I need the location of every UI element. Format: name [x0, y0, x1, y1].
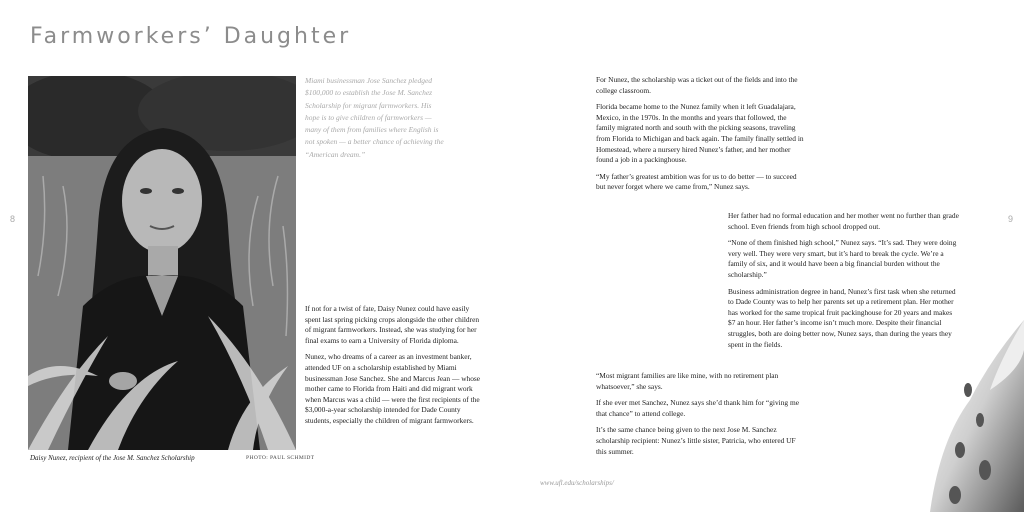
paragraph: “None of them finished high school,” Nunez says. “It’s sad. They were doing very well. They were very smart, but it’s hard to break the cycle. We’re a family of six, and it would have been a big financial burden without the scholarship.” — [728, 238, 957, 279]
body-column-2 — [596, 75, 806, 199]
paragraph: Her father had no formal education and her mother went no further than grade school. Even friends from high school dropped out. — [728, 211, 959, 231]
paragraph: Business administration degree in hand, Nunez’s first task when she returned to Dade County was to help her parents set up a retirement plan. Her mother has worked for the same tropical fruit packinghouse for 20 years and makes $7 an hour. Her father’s income isn’t much more. Despite their financial struggles, both are doing better now, Nunez says, than during the years they spent in the fields. — [728, 286, 956, 349]
pull-quote: Miami businessman Jose Sanchez pledged $100,000 to establish the Jose M. Sanchez Scholarship for migrant farmworkers. His hope is to give children of farmworkers — many of them from families where English is not spoken — a better chance of achieving the “American dream.” — [305, 76, 444, 159]
photo-caption: Daisy Nunez, recipient of the Jose M. Sanchez Scholarship — [30, 454, 195, 462]
footer-url[interactable]: www.ufl.edu/scholarships/ — [540, 479, 614, 487]
body-column-4 — [596, 371, 806, 463]
portrait-photo — [28, 76, 296, 450]
beach-footprints-image — [930, 320, 1024, 512]
body-column-3 — [728, 211, 960, 356]
body-column-1 — [305, 304, 483, 433]
paragraph: If she ever met Sanchez, Nunez says she’d thank him for “giving me that chance” to attend college. — [596, 398, 799, 418]
page-title: Farmworkers’ Daughter — [30, 24, 352, 49]
paragraph: “My father’s greatest ambition was for us to do better — to succeed but never forget where we came from,” Nunez says. — [596, 171, 797, 192]
paragraph: If not for a twist of fate, Daisy Nunez could have easily spent last spring picking crops alongside the other children of migrant farmworkers. Instead, she was studying for her final exams to earn a University of Florida diploma. — [305, 304, 480, 345]
photo-credit: PHOTO: PAUL SCHMIDT — [246, 455, 315, 461]
paragraph: It’s the same chance being given to the next Jose M. Sanchez scholarship recipient: Nunez’s little sister, Patricia, who entered UF this summer. — [596, 425, 796, 456]
page-number-left: 8 — [10, 214, 16, 224]
page-number-right: 9 — [1008, 214, 1014, 224]
paragraph: Nunez, who dreams of a career as an investment banker, attended UF on a scholarship established by Miami businessman Jose Sanchez. She and Marcus Jean — whose mother came to Florida from Haiti and did migrant work when Marcus was a child — were the first recipients of the $3,000-a-year scholarship intended for Dade County students, especially the children of migrant farmworkers. — [305, 352, 481, 425]
paragraph: Florida became home to the Nunez family when it left Guadalajara, Mexico, in the 1970s. In the months and years that followed, the family migrated north and south with the picking seasons, traveling from Florida to Michigan and back again. The family finally settled in Homestead, where a nursery hired Nunez’s father, and her mother found a job in a packinghouse. — [596, 102, 804, 165]
paragraph: For Nunez, the scholarship was a ticket out of the fields and into the college classroom. — [596, 75, 798, 95]
paragraph: “Most migrant families are like mine, with no retirement plan whatsoever,” she says. — [596, 371, 779, 391]
